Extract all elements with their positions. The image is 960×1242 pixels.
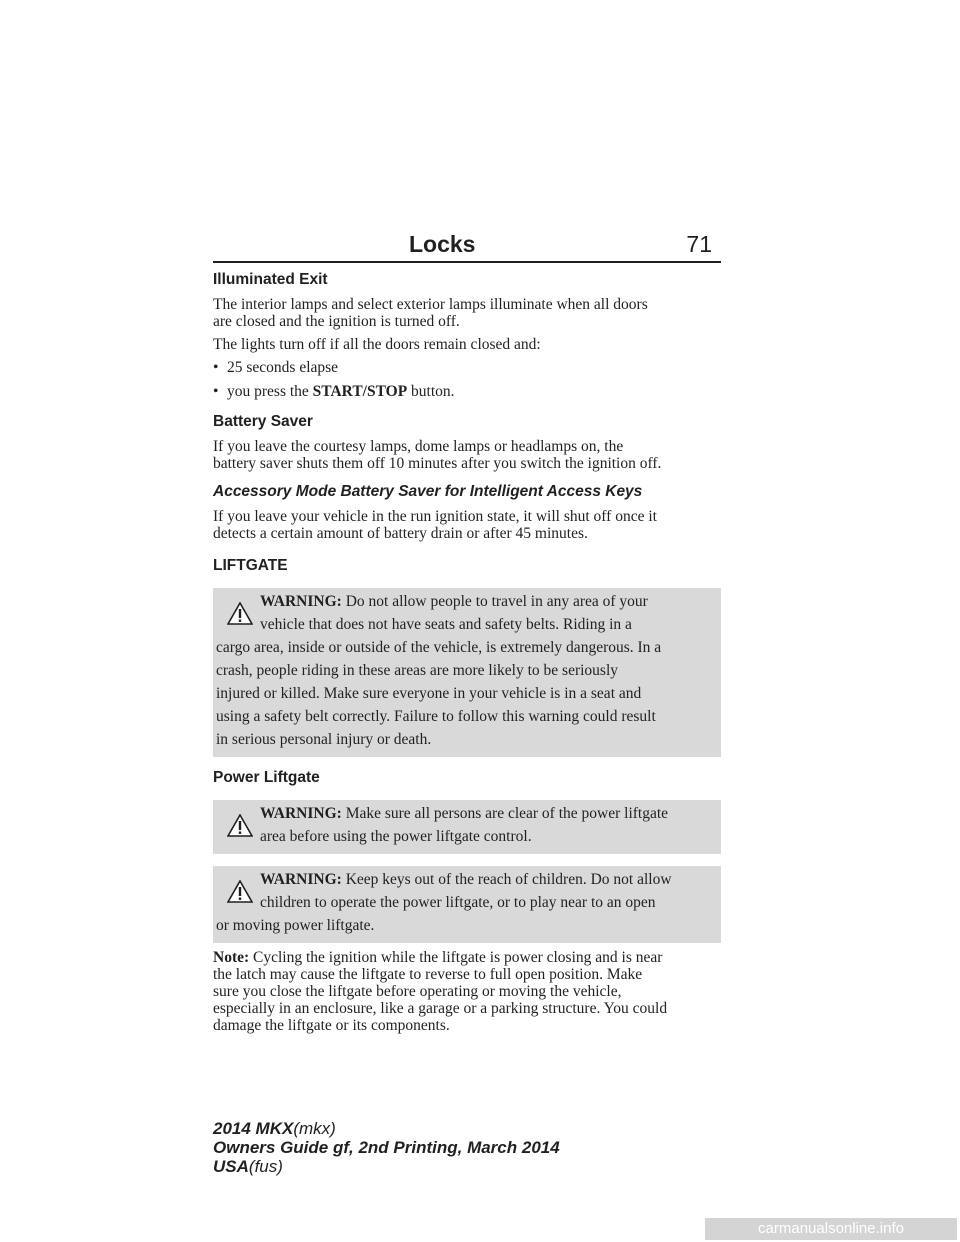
footer-line <box>213 1157 633 1176</box>
warning-line <box>216 868 717 891</box>
heading-accessory-mode: Accessory Mode Battery Saver for Intelligent Access Keys <box>213 483 643 500</box>
button-name-text: START/STOP <box>312 383 408 400</box>
footer-model: 2014 MKX <box>213 1119 294 1138</box>
footer-code: (mkx) <box>293 1119 336 1138</box>
warning-text: Do not allow people to travel in any area of your <box>341 593 648 610</box>
warning-label: WARNING: <box>260 805 342 822</box>
battery-saver-paragraph <box>213 438 721 472</box>
text-line: detects a certain amount of battery drain or after 45 minutes. <box>213 525 588 542</box>
section-illuminated-exit <box>213 270 721 400</box>
text-line: especially in an enclosure, like a garage or a parking structure. You could <box>213 1000 668 1017</box>
warning-line: injured or killed. Make sure everyone in your vehicle is in a seat and <box>216 685 642 702</box>
document-footer <box>213 1119 633 1176</box>
warning-line: or moving power liftgate. <box>216 917 375 934</box>
warning-label: WARNING: <box>260 593 342 610</box>
illuminated-exit-paragraph-2: The lights turn off if all the doors remain closed and: <box>213 336 541 353</box>
bullet-item <box>213 383 721 400</box>
warning-line: cargo area, inside or outside of the vehicle, is extremely dangerous. In a <box>216 639 662 656</box>
text-line: sure you close the liftgate before operating or moving the vehicle, <box>213 983 622 1000</box>
text-line: battery saver shuts them off 10 minutes after you switch the ignition off. <box>213 455 662 472</box>
heading-power-liftgate: Power Liftgate <box>213 769 320 786</box>
warning-line: using a safety belt correctly. Failure to follow this warning could result <box>216 708 656 725</box>
bullet-icon: • <box>213 359 219 376</box>
text-line: The interior lamps and select exterior lamps illuminate when all doors <box>213 296 648 313</box>
page-title: Locks <box>409 231 476 257</box>
heading-illuminated-exit: Illuminated Exit <box>213 271 328 288</box>
text-line: If you leave your vehicle in the run ignition state, it will shut off once it <box>213 508 657 525</box>
warning-triangle-icon <box>227 814 253 837</box>
text-line: damage the liftgate or its components. <box>213 1017 450 1034</box>
page-number: 71 <box>686 231 712 257</box>
accessory-mode-paragraph <box>213 508 721 542</box>
warning-line: area before using the power liftgate control. <box>260 828 532 845</box>
warning-label: WARNING: <box>260 871 342 888</box>
text-line: the latch may cause the liftgate to reverse to full open position. Make <box>213 966 643 983</box>
text-line: are closed and the ignition is turned off. <box>213 313 460 330</box>
warning-box <box>213 800 721 854</box>
warning-box <box>213 588 721 757</box>
heading-battery-saver: Battery Saver <box>213 413 313 430</box>
text-line: Cycling the ignition while the liftgate is power closing and is near <box>249 949 663 966</box>
warning-line: vehicle that does not have seats and safety belts. Riding in a <box>260 616 632 633</box>
warning-text: Make sure all persons are clear of the power liftgate <box>341 805 669 822</box>
warning-line <box>216 802 717 825</box>
warning-line <box>216 590 717 613</box>
heading-liftgate: LIFTGATE <box>213 557 288 574</box>
warning-line: in serious personal injury or death. <box>216 731 432 748</box>
bullet-text: button. <box>407 383 455 400</box>
footer-line <box>213 1119 633 1138</box>
warning-triangle-icon <box>227 880 253 903</box>
warning-text: Keep keys out of the reach of children. Do not allow <box>341 871 672 888</box>
footer-market: USA <box>213 1157 249 1176</box>
warning-triangle-icon <box>227 602 253 625</box>
section-power-liftgate <box>213 768 721 1034</box>
bullet-icon: • <box>213 383 219 400</box>
illuminated-exit-paragraph <box>213 296 721 330</box>
page-header <box>213 229 721 263</box>
footer-code: (fus) <box>248 1157 283 1176</box>
warning-line: crash, people riding in these areas are more likely to be seriously <box>216 662 619 679</box>
bullet-text: you press the <box>227 383 313 400</box>
warning-line: children to operate the power liftgate, or to play near to an open <box>260 894 656 911</box>
footer-line: Owners Guide gf, 2nd Printing, March 2014 <box>213 1138 560 1157</box>
section-accessory-mode <box>213 482 721 542</box>
watermark-logo: carmanualsonline.info <box>705 1218 957 1240</box>
note-label: Note: <box>213 949 250 966</box>
section-battery-saver <box>213 412 721 472</box>
note-paragraph <box>213 949 721 1034</box>
text-line: If you leave the courtesy lamps, dome lamps or headlamps on, the <box>213 438 624 455</box>
bullet-item <box>213 359 721 376</box>
section-liftgate <box>213 556 721 757</box>
bullet-text: 25 seconds elapse <box>227 359 339 376</box>
warning-box <box>213 866 721 943</box>
page-content <box>213 270 721 1034</box>
